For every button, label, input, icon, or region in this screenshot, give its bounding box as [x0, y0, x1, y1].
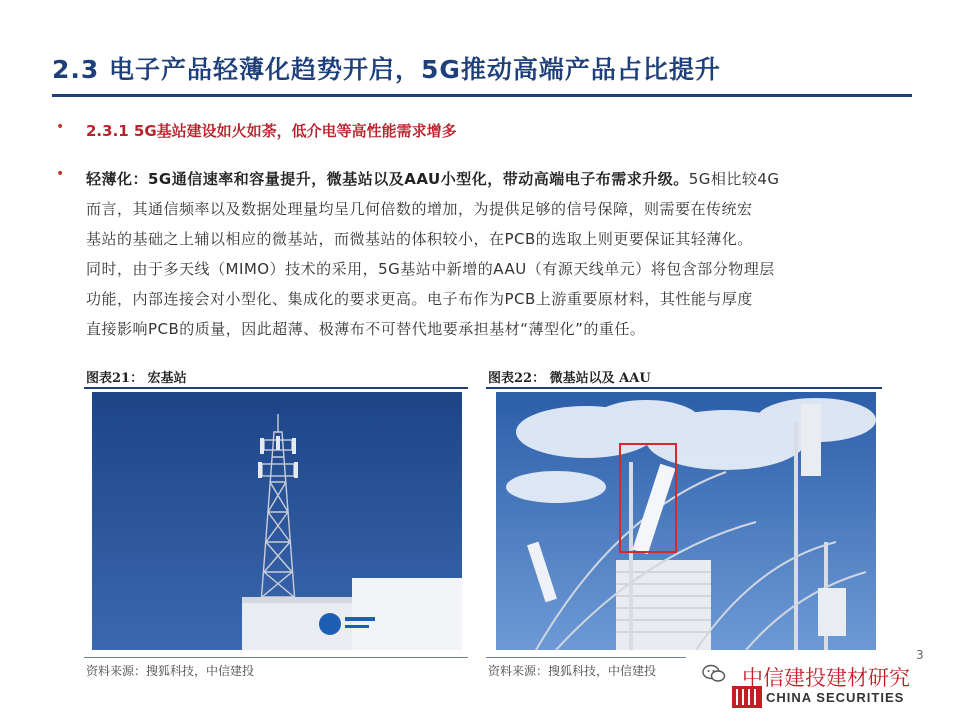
citic-logo: [732, 660, 952, 712]
figure-source-21: 资料来源：搜狐科技，中信建投: [86, 664, 255, 678]
paragraph-line-6: 直接影响PCB的质量，因此超薄、极薄布不可替代地要承担基材“薄型化”的重任。: [86, 320, 646, 338]
paragraph-line-3: 基站的基础之上辅以相应的微基站，而微基站的体积较小，在PCB的选取上则更要保证其轻薄化。: [86, 230, 753, 248]
caption-divider: [84, 387, 468, 389]
figure-caption-21: 图表21： 宏基站: [86, 371, 187, 386]
body-paragraph: [86, 164, 896, 344]
page-number: 3: [916, 648, 924, 662]
title-divider: [52, 94, 912, 97]
paragraph-line-2: 而言，其通信频率以及数据处理量均呈几何倍数的增加，为提供足够的信号保障，则需要在传统宏: [86, 200, 753, 218]
micro-base-station-aau-photo: [496, 392, 876, 650]
page-title: 2.3 电子产品轻薄化趋势开启，5G推动高端产品占比提升: [52, 55, 721, 84]
section-subheading: 2.3.1 5G基站建设如火如荼，低介电等高性能需求增多: [86, 122, 457, 140]
paragraph-line-4: 同时，由于多天线（MIMO）技术的采用，5G基站中新增的AAU（有源天线单元）将包含部分物理层: [86, 260, 775, 278]
source-divider: [486, 657, 686, 658]
paragraph-line-1: [86, 164, 896, 194]
logo-english-text: CHINA SECURITIES: [766, 690, 905, 705]
bullet-dot-icon: •: [56, 166, 65, 182]
line1-rest: 5G相比较4G: [688, 170, 780, 188]
bold-lead: 轻薄化：5G通信速率和容量提升，微基站以及AAU小型化，带动高端电子布需求升级。: [86, 170, 689, 188]
macro-base-station-photo: [92, 392, 462, 650]
figure-caption-22: 图表22： 微基站以及 AAU: [488, 371, 651, 386]
logo-chinese-text: 中信建投建材研究: [742, 666, 910, 690]
wechat-icon: [702, 664, 726, 684]
caption-divider: [486, 387, 882, 389]
source-divider: [84, 657, 468, 658]
paragraph-line-5: 功能，内部连接会对小型化、集成化的要求更高。电子布作为PCB上游重要原材料，其性能与厚度: [86, 290, 753, 308]
bullet-dot-icon: •: [56, 119, 65, 135]
figure-source-22: 资料来源：搜狐科技，中信建投: [488, 664, 657, 678]
